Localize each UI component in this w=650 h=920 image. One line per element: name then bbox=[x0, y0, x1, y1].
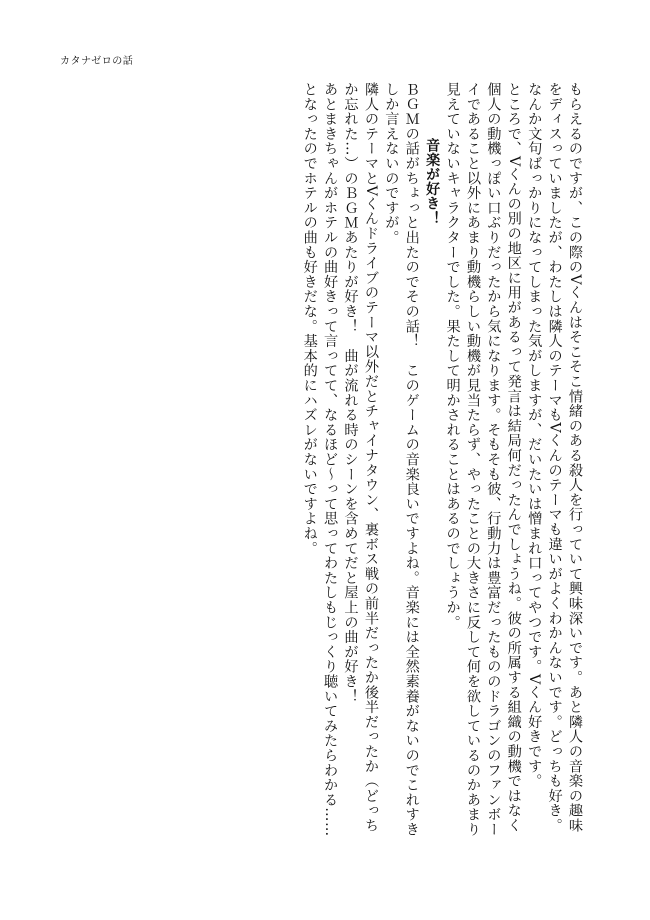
paragraph-6: あとまきちゃんがホテルの曲好きって言ってて、なるほど～って思ってわたしもじっくり聴いてみたらわかる……となったのでホテルの曲も好きだな。基本的にハズレがないですよね。 bbox=[301, 82, 339, 837]
section-heading: 音楽が好き！ bbox=[424, 138, 441, 226]
paragraph-3: ところで、Vくんの別の地区に用があるって発言は結局何だったんでしょうね。彼の所属する組織の動機ではなく個人の動機っぽい口ぶりだったから気になります。そもそも彼、行動力は豊富だったもののドラゴンのファンボーイであること以外にあまり動機らしい動機が見当たらず、やったことの大きさに反して何を欲しているのかあまり見えていないキャラクターでした。果たして明かされることはあるのでしょうか。 bbox=[444, 82, 522, 837]
paragraph-1: もらえるのですが、この際のVくんはそこそこ情緒のある殺人を行っていて興味深いです。あと隣人の音楽の趣味をディスっていましたが、わたしは隣人のテーマもVくんのテーマも違いがよくわかんないです。どっちも好き。 bbox=[546, 82, 583, 833]
paragraph-4: ＢＧＭの話がちょっと出たのでその話！ このゲームの音楽良いですよね。音楽には全然素養がないのでこれすきしか言えないのですが。 bbox=[383, 82, 420, 837]
vertical-body-text bbox=[105, 82, 585, 842]
running-head-title: カタナゼロの話 bbox=[60, 56, 134, 67]
paragraph-2: なんか文句ばっかりになってしまった気がしますが、だいたいは憎まれ口ってやつです。Vくん好きです。 bbox=[526, 82, 543, 789]
paragraph-5: 隣人のテーマとVくんドライブのテーマ以外だとチャイナタウン、裏ボス戦の前半だったか後半だったか（どっちか忘れた…）のＢＧＭあたりが好き！ 曲が流れる時のシーンを含めてだと屋上の曲が好き！ bbox=[342, 82, 379, 833]
